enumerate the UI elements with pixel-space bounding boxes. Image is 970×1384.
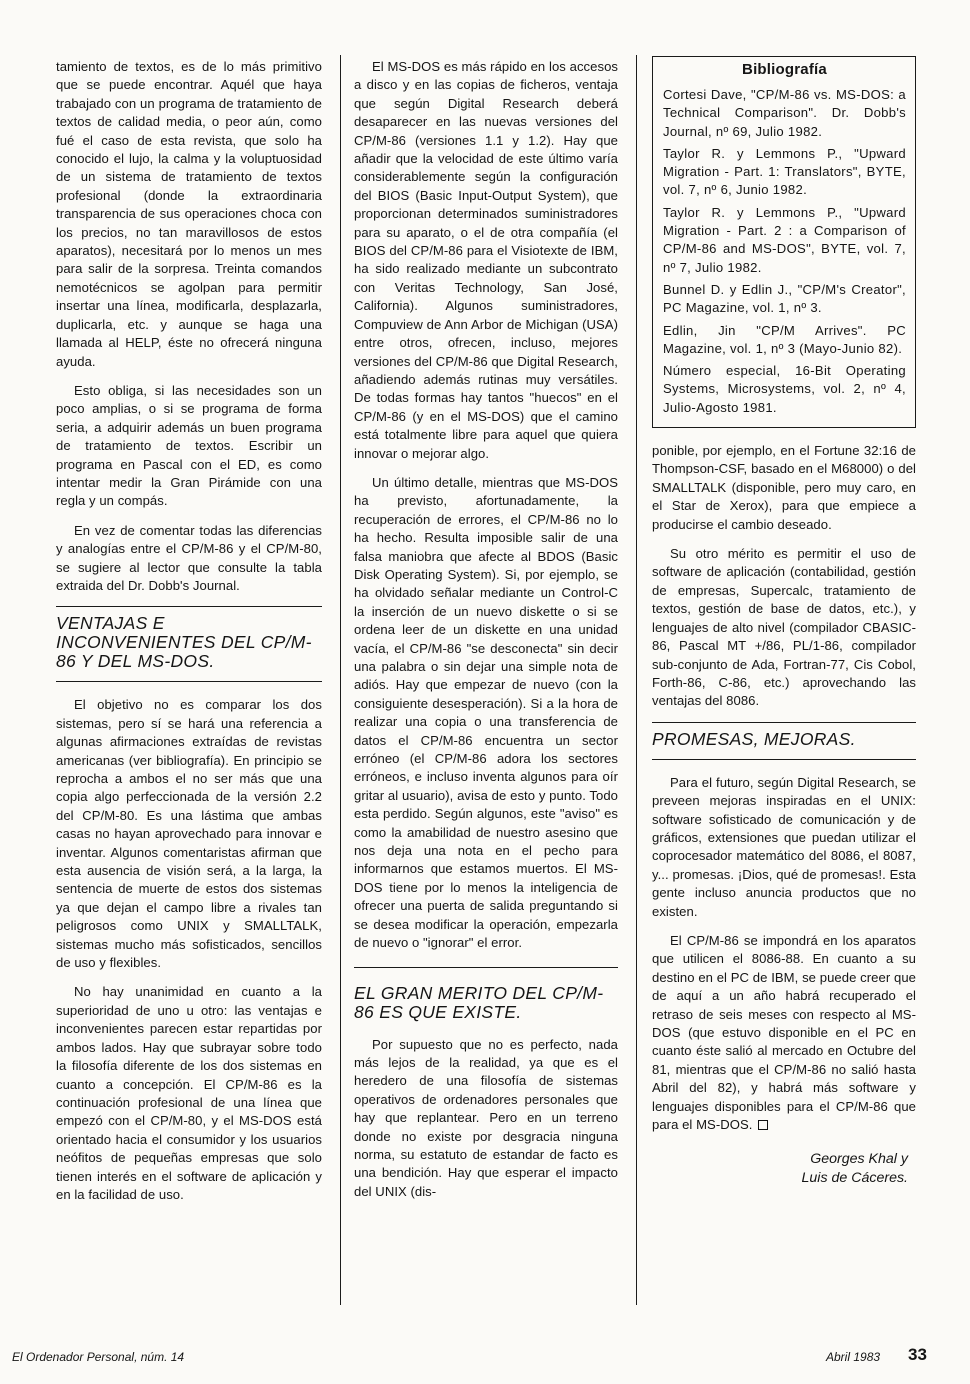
section-title: VENTAJAS E INCONVENIENTES DEL CP/M-86 Y DEL MS-DOS. (56, 613, 312, 672)
column-divider-2 (636, 55, 637, 1305)
paragraph: Esto obliga, si las necesidades son un poco amplias, o si se programa de forma seria, a adquirir además un buen programa de tratamiento de textos. Escribir un programa en Pascal con el ED, es como intentar medir la Gran Pirámide con una regla y un compás. (56, 382, 322, 509)
column-2 (354, 58, 618, 1212)
bibliography-entry: Número especial, 16-Bit Operating Systems, Microsystems, vol. 2, nº 4, Julio-Agosto 1981. (663, 363, 906, 415)
paragraph: ponible, por ejemplo, en el Fortune 32:16 de Thompson-CSF, basado en el M68000) o del SMALLTALK (disponible, pero muy caro, en el Star de Xerox), para que empiece a producirse el cambio deseado. (652, 443, 916, 532)
column-1 (56, 58, 322, 1215)
paragraph: tamiento de textos, es de lo más primitivo que se puede encontrar. Aquél que haya trabajado con un programa de tratamiento de textos de calidad media, o peor aún, como fué el caso de esta revista, que solo ha conocido el lujo, la calma y la voluptuosidad de un sistema de tratamiento de textos profesional (donde la extraordinaria transparencia de sus operaciones choca con los precios, no tan maravillosos de estos aparatos), necesitará por lo menos un mes para salir de la sorpresa. Treinta comandos nemotécnicos se agolpan para permitir insertar una línea, modificarla, desplazarla, duplicarla, etc. y aunque se haga una llamada al HELP, éste no ofrecerá ninguna ayuda. (56, 59, 322, 369)
bibliography-entry: Cortesi Dave, "CP/M-86 vs. MS-DOS: a Technical Comparison". Dr. Dobb's Journal, nº 69, Julio 1982. (663, 87, 906, 139)
bibliography-entry: Taylor R. y Lemmons P., "Upward Migration - Part. 1: Translators", BYTE, vol. 7, nº 6, Junio 1982. (663, 145, 906, 198)
section-heading-promesas (652, 722, 916, 760)
author-signature (652, 1150, 916, 1188)
section-heading-ventajas (56, 606, 322, 682)
author-line: Georges Khal y (810, 1151, 908, 1168)
section-title: PROMESAS, MEJORAS. (652, 728, 856, 749)
paragraph-text: El CP/M-86 se impondrá en los aparatos que utilicen el 8086-88. En cuanto a su destino en el PC de IBM, se puede creer que de aquí a un año habrá recuperado el retraso de seis meses con respecto al MS-DOS (que estuvo disponible en el PC en cuanto éste salió al mercado en Octubre del 81, mientras que el CP/M-86 no salió hasta Abril del 82), y habrá más software y lenguajes disponibles para el CP/M-86 que para el MS-DOS. (652, 932, 916, 1133)
page-number: 33 (908, 1345, 927, 1364)
bibliography-title: Bibliografía (742, 61, 827, 78)
bibliography-entry: Taylor R. y Lemmons P., "Upward Migration - Part. 2 : a Comparison of CP/M-86 and MS-DOS", BYTE, vol. 7, nº 7, Julio 1982. (663, 204, 906, 275)
footer-date: Abril 1983 (826, 1350, 881, 1364)
paragraph: El MS-DOS es más rápido en los accesos a disco y en las copias de ficheros, ventaja que según Digital Research deberá desaparecer en las nuevas versiones del CP/M-86 (versiones 1.1 y 1.2). Hay que añadir que la velocidad de este último varía considerablemente según la configuración del BIOS (Basic Input-Output System), que proporcionan determinados suministradores para su aparato, o el de otra compañía (el BIOS del CP/M-86 para el Visiotexte de IBM, ha sido realizado mediante un subcontrato con Veritas Technology, San José, California). Algunos suministradores, Compuview de Ann Arbor de Michigan (USA) entre otros, ofrecen, incluso, mejores versiones del CP/M-86 que Digital Research, añadiendo además rutinas muy versátiles. De todas formas hay tantos "huecos" en el CP/M-86 (y en el MS-DOS) que el camino está totalmente libre para aquel que quiera innovar o mejorar algo. (354, 59, 618, 461)
paragraph: El objetivo no es comparar los dos sistemas, pero sí se hará una referencia a algunas afirmaciones extraídas de revistas americanas (ver bibliografía). En principio se reprocha a ambos el no ser más que una copia algo perfeccionada de la versión 2.2 del CP/M-80. Es una lástima que ambas casas no hayan aprovechado para innovar e inventar. Algunos comentaristas afirman que esta ausencia de visión será, a la larga, la sentencia de muerte de estos dos sistemas ya que dejan el campo libre a rivales tan peligrosos como UNIX y SMALLTALK, sistemas mucho más sofisticados, sencillos de uso y flexibles. (56, 697, 322, 971)
paragraph (652, 932, 916, 1134)
paragraph: Para el futuro, según Digital Research, se preveen mejoras inspiradas en el UNIX: software sofisticado de comunicación y de gráficos, extensiones que puedan utilizar el coprocesador matemático del 8086, el 8087, y... promesas. ¡Dios, qué de promesas!. Esta gente incluso anuncia productos que no existen. (652, 774, 916, 919)
section-title: EL GRAN MERITO DEL CP/M-86 ES QUE EXISTE. (354, 982, 604, 1022)
paragraph: Un último detalle, mientras que MS-DOS ha previsto, afortunadamente, la recuperación de errores, el CP/M-86 no lo ha hecho. Resulta imposible salir de una falsa maniobra que afecte al BDOS (Basic Disk Operating System). Si, por ejemplo, se ha olvidado señalar mediante un Control-C la inserción de un nuevo diskette o si se ordena leer de un diskette en una unidad vacía, el CP/M-86 "se desconecta" sin decir una palabra o sin dejar una simple nota de adiós. Hay que empezar de nuevo (con la consiguiente desesperación). Si a la hora de realizar una copia o una transferencia de datos el CP/M-86 encuentra un sector erróneo (el CP/M-86 adora los sectores erróneos, e incluso inventa algunos para oír gritar al usuario), avisa de esto y punto. Todo esta perdido. Según algunos, este "aviso" es como la amabilidad de nuestro asesino que nos deja una nota en el pecho para informarnos que estamos muertos. El MS-DOS tiene por lo menos la inteligencia de ofrecer una puerta de salida preguntando si se desea modificar la operación, empezarla de nuevo o "ignorar" el error. (354, 474, 618, 951)
bibliography-box (652, 56, 916, 428)
bibliography-entry: Bunnel D. y Edlin J., "CP/M's Creator", PC Magazine, vol. 1, nº 3. (663, 281, 906, 316)
paragraph: No hay unanimidad en cuanto a la superioridad de uno u otro: las ventajas e inconvenientes parecen estar repartidas por ambos lados. Hay que subrayar sobre todo la filosofía diferente de los dos sistemas en cuanto a concepción. El CP/M-86 es la continuación profesional de una línea que empezó con el CP/M-80, y el MS-DOS está orientado hacia el consumidor y los usuarios neófitos de pequeñas empresas que solo tienen interés en el software de aplicación y en la facilidad de uso. (56, 984, 322, 1202)
paragraph: Su otro mérito es permitir el uso de software de aplicación (contabilidad, gestión de empresas, Supercalc, tratamiento de textos, gestión de base de datos, etc.), y lenguajes de alto nivel (compilador CBASIC-86, Pascal MT +/86, PL/1-86, compilador sub-conjunto de Ada, Fortran-77, Cis Cobol, Forth-86, C-86, etc.) aprovechando las ventajas del 8086. (652, 546, 916, 709)
paragraph: En vez de comentar todas las diferencias y analogías entre el CP/M-86 y el CP/M-80, se sugiere al lector que consulte la tabla extraida del Dr. Dobb's Journal. (56, 522, 322, 593)
author-line: Luis de Cáceres. (801, 1170, 908, 1187)
footer-publication: El Ordenador Personal, núm. 14 (12, 1350, 185, 1364)
paragraph: Por supuesto que no es perfecto, nada más lejos de la realidad, ya que es el heredero de una filosofía de sistemas operativos de ordenadores personales que hay que replantear. Pero en un terreno donde no existe por desgracia ninguna norma, su estatuto de estandar de facto es una bendición. Hay que esperar el impacto del UNIX (dis- (354, 1036, 618, 1199)
section-heading-gran-merito (354, 967, 618, 1022)
bibliography-entry: Edlin, Jin "CP/M Arrives". PC Magazine, vol. 1, nº 3 (Mayo-Junio 82). (663, 322, 906, 356)
column-3 (652, 58, 916, 1188)
end-of-article-square-icon (758, 1120, 768, 1130)
column-divider-1 (340, 55, 341, 1305)
